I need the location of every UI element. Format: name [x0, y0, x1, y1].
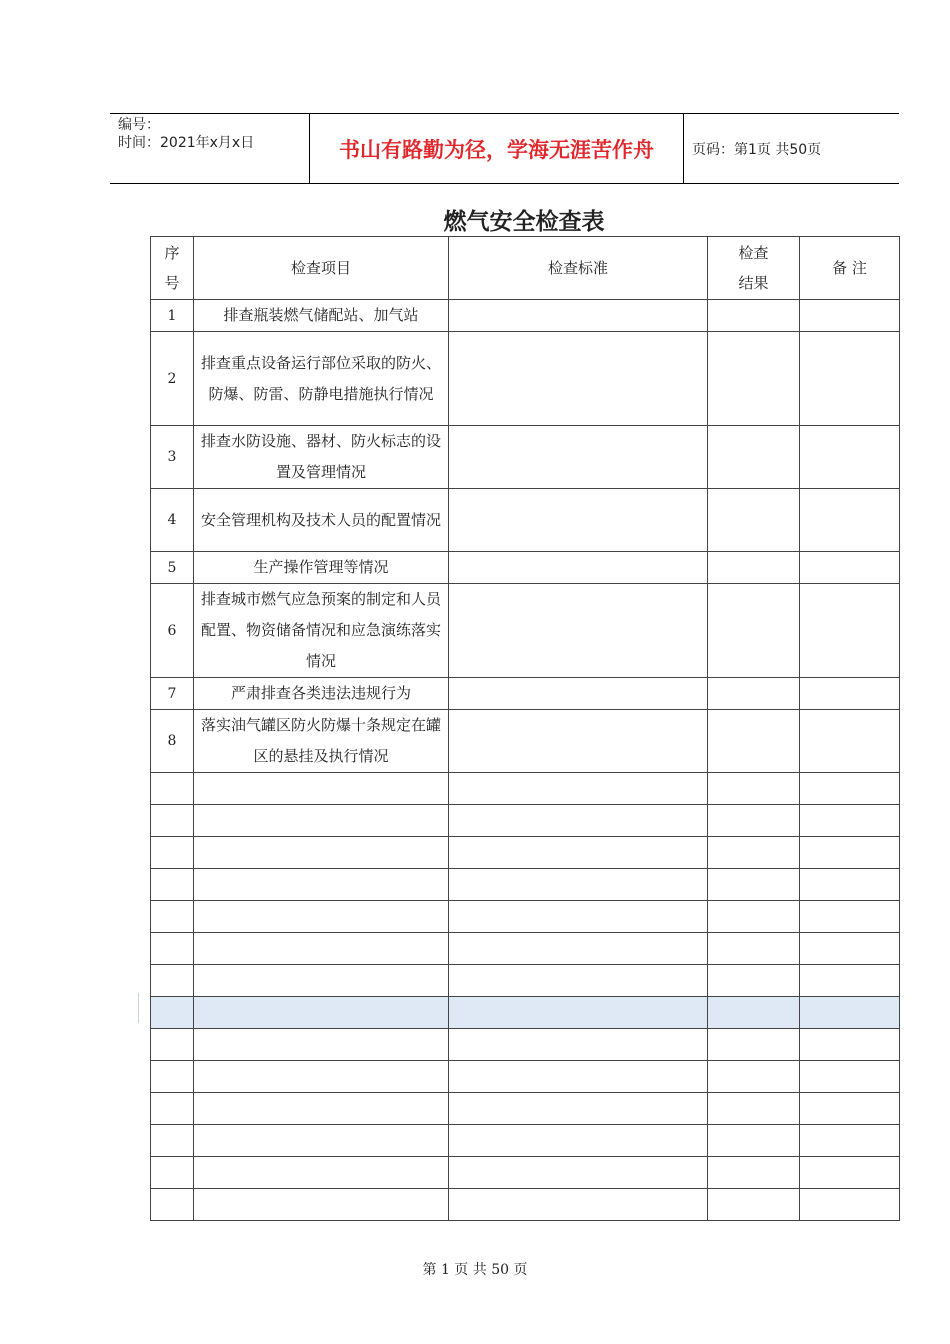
table-header-row [151, 237, 900, 300]
page-info-text: 页码：第1页 共50页 [692, 141, 822, 158]
empty-cell[interactable] [194, 1189, 449, 1221]
empty-cell[interactable] [800, 997, 900, 1029]
empty-cell[interactable] [708, 1157, 800, 1189]
row-result[interactable] [708, 678, 800, 710]
empty-cell[interactable] [194, 805, 449, 837]
row-standard[interactable] [449, 584, 708, 678]
empty-cell[interactable] [151, 901, 194, 933]
empty-cell[interactable] [449, 837, 708, 869]
empty-cell[interactable] [708, 869, 800, 901]
empty-cell[interactable] [151, 1061, 194, 1093]
row-standard[interactable] [449, 489, 708, 552]
number-label: 编号： [118, 117, 160, 133]
row-remark[interactable] [800, 332, 900, 426]
empty-cell[interactable] [800, 965, 900, 997]
page-footer: 第 1 页 共 50 页 [422, 1262, 528, 1278]
empty-cell[interactable] [800, 773, 900, 805]
empty-cell[interactable] [800, 1125, 900, 1157]
row-standard[interactable] [449, 552, 708, 584]
empty-cell[interactable] [800, 1093, 900, 1125]
empty-cell[interactable] [194, 1125, 449, 1157]
row-no: 3 [151, 426, 194, 489]
empty-row [151, 933, 900, 965]
row-result[interactable] [708, 552, 800, 584]
table-row [151, 710, 900, 773]
empty-cell[interactable] [151, 773, 194, 805]
empty-cell[interactable] [194, 965, 449, 997]
empty-cell[interactable] [708, 805, 800, 837]
empty-cell[interactable] [449, 933, 708, 965]
empty-row [151, 1093, 900, 1125]
header-no: 序 号 [151, 237, 194, 300]
empty-row [151, 1157, 900, 1189]
row-result[interactable] [708, 332, 800, 426]
empty-cell[interactable] [194, 1157, 449, 1189]
empty-cell[interactable] [194, 1029, 449, 1061]
row-standard[interactable] [449, 678, 708, 710]
empty-cell[interactable] [800, 837, 900, 869]
document-title: 燃气安全检查表 [443, 209, 605, 235]
empty-cell[interactable] [151, 997, 194, 1029]
row-result[interactable] [708, 489, 800, 552]
row-result[interactable] [708, 710, 800, 773]
empty-cell[interactable] [194, 901, 449, 933]
row-remark[interactable] [800, 489, 900, 552]
empty-cell[interactable] [151, 805, 194, 837]
empty-cell[interactable] [708, 997, 800, 1029]
document-header [110, 113, 899, 184]
empty-row [151, 1029, 900, 1061]
row-remark[interactable] [800, 678, 900, 710]
empty-cell[interactable] [449, 1157, 708, 1189]
empty-row [151, 901, 900, 933]
empty-cell[interactable] [449, 805, 708, 837]
empty-row [151, 773, 900, 805]
empty-cell[interactable] [800, 805, 900, 837]
empty-cell[interactable] [449, 1029, 708, 1061]
empty-cell[interactable] [449, 869, 708, 901]
row-standard[interactable] [449, 426, 708, 489]
row-item: 排查城市燃气应急预案的制定和人员配置、物资储备情况和应急演练落实情况 [194, 584, 449, 678]
row-no: 8 [151, 710, 194, 773]
header-item: 检查项目 [194, 237, 449, 300]
table-row [151, 489, 900, 552]
header-page-info [684, 114, 899, 183]
table-row [151, 426, 900, 489]
empty-cell[interactable] [151, 1093, 194, 1125]
selected-row[interactable] [151, 997, 900, 1029]
row-item: 落实油气罐区防火防爆十条规定在罐区的悬挂及执行情况 [194, 710, 449, 773]
empty-row [151, 869, 900, 901]
row-standard[interactable] [449, 710, 708, 773]
empty-cell[interactable] [800, 1189, 900, 1221]
empty-cell[interactable] [151, 869, 194, 901]
empty-row [151, 1125, 900, 1157]
row-item: 严肃排查各类违法违规行为 [194, 678, 449, 710]
row-result[interactable] [708, 300, 800, 332]
empty-cell[interactable] [151, 965, 194, 997]
table-row [151, 552, 900, 584]
empty-cell[interactable] [708, 1061, 800, 1093]
row-standard[interactable] [449, 300, 708, 332]
row-no: 2 [151, 332, 194, 426]
empty-cell[interactable] [449, 1061, 708, 1093]
row-remark[interactable] [800, 710, 900, 773]
empty-cell[interactable] [194, 997, 449, 1029]
empty-cell[interactable] [151, 1189, 194, 1221]
row-item: 安全管理机构及技术人员的配置情况 [194, 489, 449, 552]
empty-cell[interactable] [194, 1093, 449, 1125]
row-no: 6 [151, 584, 194, 678]
empty-cell[interactable] [449, 1093, 708, 1125]
empty-cell[interactable] [800, 869, 900, 901]
row-remark[interactable] [800, 552, 900, 584]
empty-cell[interactable] [708, 1189, 800, 1221]
empty-cell[interactable] [708, 1125, 800, 1157]
row-no: 5 [151, 552, 194, 584]
row-remark[interactable] [800, 300, 900, 332]
row-remark[interactable] [800, 426, 900, 489]
selection-margin-mark [138, 993, 139, 1023]
empty-cell[interactable] [151, 933, 194, 965]
time-label: 时间：2021年x月x日 [118, 135, 255, 151]
table-row [151, 584, 900, 678]
row-no: 1 [151, 300, 194, 332]
empty-cell[interactable] [449, 997, 708, 1029]
empty-cell[interactable] [449, 1189, 708, 1221]
empty-cell[interactable] [194, 837, 449, 869]
row-remark[interactable] [800, 584, 900, 678]
empty-cell[interactable] [151, 1125, 194, 1157]
empty-cell[interactable] [800, 901, 900, 933]
empty-cell[interactable] [194, 773, 449, 805]
row-result[interactable] [708, 584, 800, 678]
row-standard[interactable] [449, 332, 708, 426]
header-remark: 备 注 [800, 237, 900, 300]
row-item: 排查水防设施、器材、防火标志的设置及管理情况 [194, 426, 449, 489]
empty-cell[interactable] [708, 1093, 800, 1125]
empty-row [151, 837, 900, 869]
empty-cell[interactable] [708, 933, 800, 965]
row-no: 4 [151, 489, 194, 552]
empty-cell[interactable] [800, 1157, 900, 1189]
empty-row [151, 805, 900, 837]
table-row [151, 678, 900, 710]
empty-row [151, 965, 900, 997]
row-item: 生产操作管理等情况 [194, 552, 449, 584]
empty-cell[interactable] [151, 1157, 194, 1189]
empty-cell[interactable] [800, 1029, 900, 1061]
empty-row [151, 1061, 900, 1093]
empty-cell[interactable] [708, 837, 800, 869]
empty-cell[interactable] [449, 965, 708, 997]
empty-cell[interactable] [151, 837, 194, 869]
table-row [151, 300, 900, 332]
empty-cell[interactable] [194, 869, 449, 901]
inspection-table [150, 236, 900, 1221]
empty-cell[interactable] [194, 1061, 449, 1093]
table-row [151, 332, 900, 426]
empty-cell[interactable] [449, 901, 708, 933]
header-meta [110, 114, 310, 183]
empty-cell[interactable] [708, 901, 800, 933]
row-no: 7 [151, 678, 194, 710]
empty-cell[interactable] [708, 965, 800, 997]
empty-cell[interactable] [194, 933, 449, 965]
motto-text: 书山有路勤为径，学海无涯苦作舟 [339, 137, 654, 162]
empty-row [151, 1189, 900, 1221]
row-result[interactable] [708, 426, 800, 489]
empty-cell[interactable] [151, 1029, 194, 1061]
header-motto-cell [310, 114, 684, 183]
empty-cell[interactable] [449, 773, 708, 805]
empty-cell[interactable] [449, 1125, 708, 1157]
header-result: 检查 结果 [708, 237, 800, 300]
empty-cell[interactable] [708, 773, 800, 805]
empty-cell[interactable] [708, 1029, 800, 1061]
empty-cell[interactable] [800, 1061, 900, 1093]
row-item: 排查重点设备运行部位采取的防火、防爆、防雷、防静电措施执行情况 [194, 332, 449, 426]
empty-cell[interactable] [800, 933, 900, 965]
header-standard: 检查标准 [449, 237, 708, 300]
row-item: 排查瓶装燃气储配站、加气站 [194, 300, 449, 332]
